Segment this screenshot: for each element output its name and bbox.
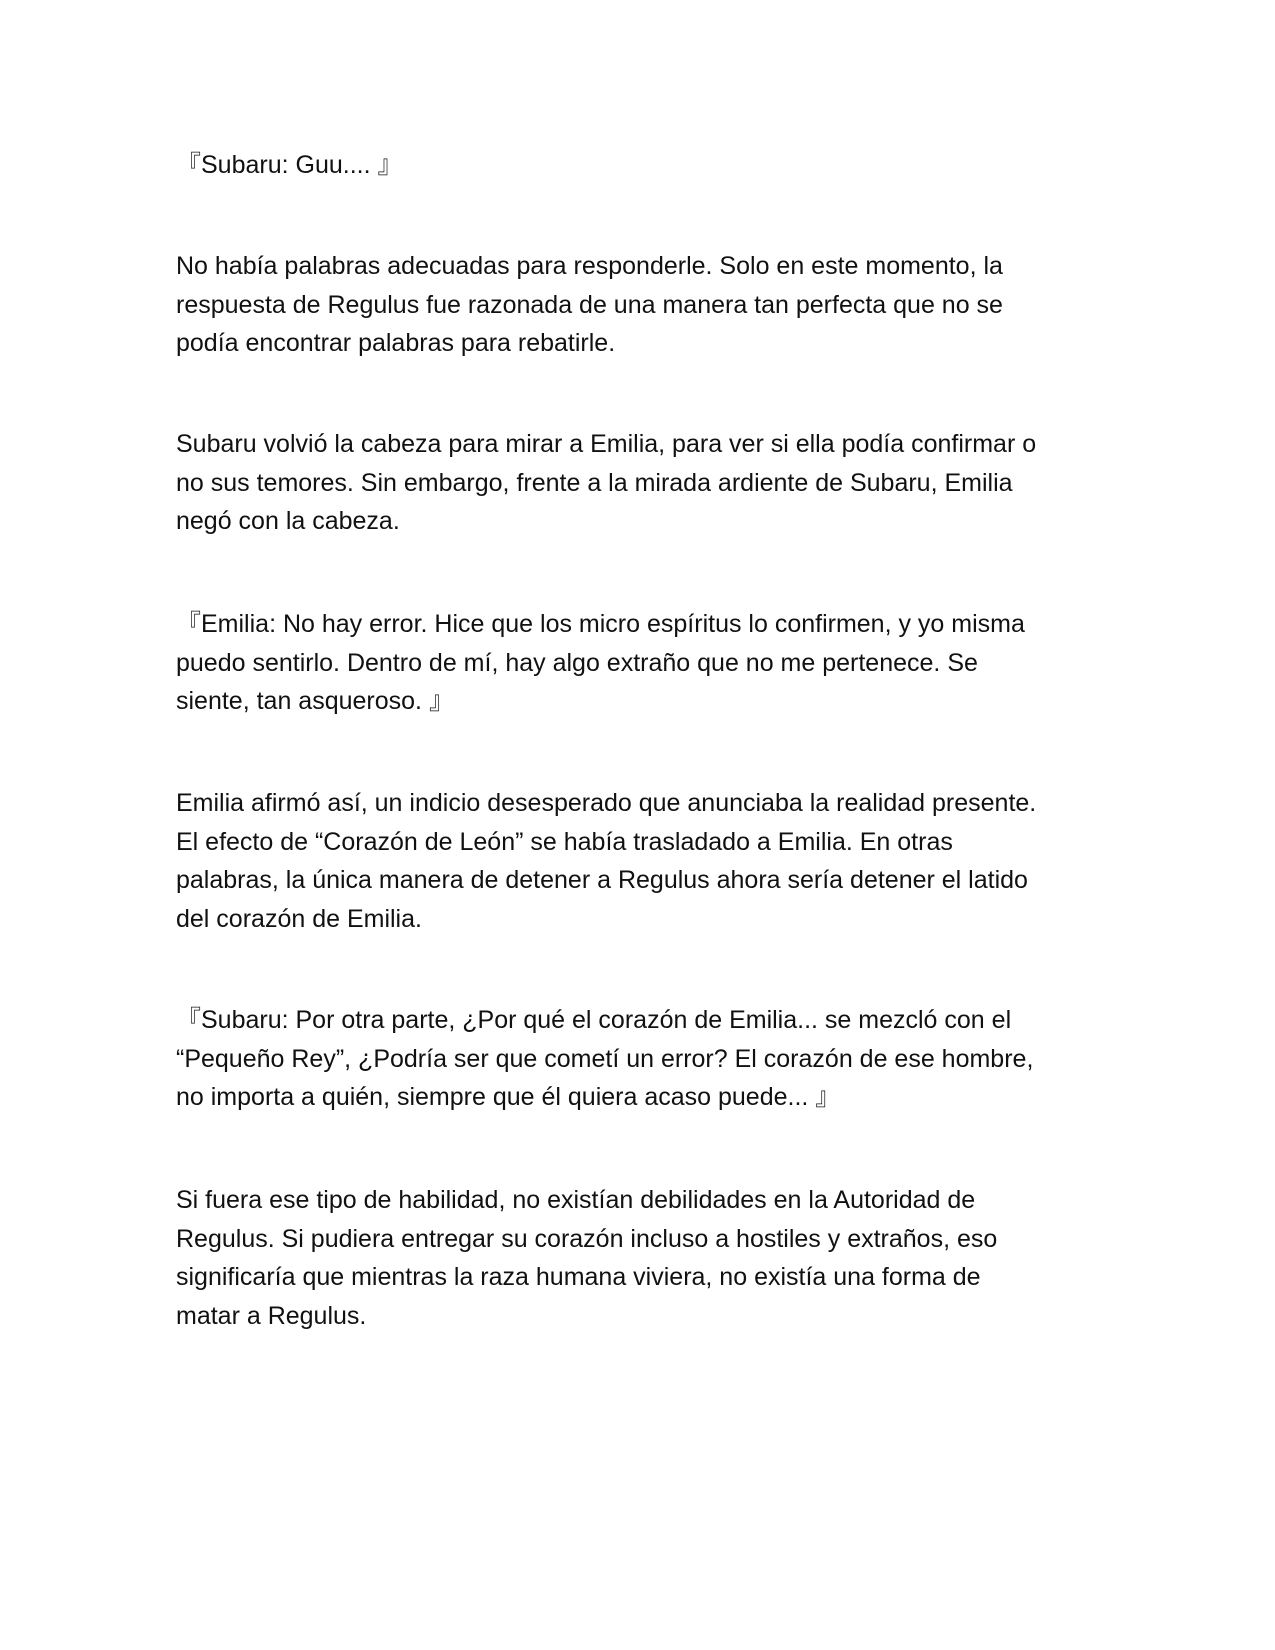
- text-line: 『Subaru: Por otra parte, ¿Por qué el corazón de Emilia... se mezcló con el: [176, 1006, 1012, 1034]
- paragraph-no-habia-palabras: [176, 247, 1106, 363]
- paragraph-si-fuera-ese-tipo: [176, 1181, 1106, 1335]
- text-line: respuesta de Regulus fue razonada de una manera tan perfecta que no se: [176, 290, 1003, 319]
- text-line: El efecto de “Corazón de León” se había trasladado a Emilia. En otras: [176, 827, 953, 856]
- paragraph-emilia-afirmo: [176, 784, 1106, 938]
- text-line: palabras, la única manera de detener a Regulus ahora sería detener el latido: [176, 866, 1028, 894]
- text-line: Subaru volvió la cabeza para mirar a Emilia, para ver si ella podía confirmar o: [176, 430, 1037, 458]
- text-line: 『Emilia: No hay error. Hice que los micro espíritus lo confirmen, y yo misma: [176, 610, 1025, 638]
- text-line: Regulus. Si pudiera entregar su corazón incluso a hostiles y extraños, eso: [176, 1224, 998, 1253]
- text-line: “Pequeño Rey”, ¿Podría ser que cometí un error? El corazón de ese hombre,: [176, 1044, 1034, 1073]
- text-line: del corazón de Emilia.: [176, 904, 422, 933]
- text-line: no importa a quién, siempre que él quiera acaso puede... 』: [176, 1083, 841, 1111]
- text-line: no sus temores. Sin embargo, frente a la mirada ardiente de Subaru, Emilia: [176, 468, 1013, 497]
- text-line: 『Subaru: Guu.... 』: [176, 151, 403, 179]
- text-line: Emilia afirmó así, un indicio desesperado que anunciaba la realidad presente.: [176, 789, 1037, 817]
- text-line: Si fuera ese tipo de habilidad, no existían debilidades en la Autoridad de: [176, 1186, 976, 1214]
- paragraph-subaru-guu: [176, 146, 1106, 185]
- paragraph-emilia-no-hay-error: [176, 605, 1106, 721]
- text-line: significaría que mientras la raza humana viviera, no existía una forma de: [176, 1263, 981, 1291]
- text-line: podía encontrar palabras para rebatirle.: [176, 329, 616, 357]
- text-line: No había palabras adecuadas para responderle. Solo en este momento, la: [176, 252, 1003, 280]
- text-line: siente, tan asqueroso. 』: [176, 687, 454, 715]
- paragraph-subaru-por-otra-parte: [176, 1001, 1106, 1117]
- text-line: matar a Regulus.: [176, 1301, 367, 1330]
- paragraph-subaru-volvio: [176, 425, 1106, 541]
- text-line: puedo sentirlo. Dentro de mí, hay algo extraño que no me pertenece. Se: [176, 648, 978, 677]
- text-line: negó con la cabeza.: [176, 507, 400, 535]
